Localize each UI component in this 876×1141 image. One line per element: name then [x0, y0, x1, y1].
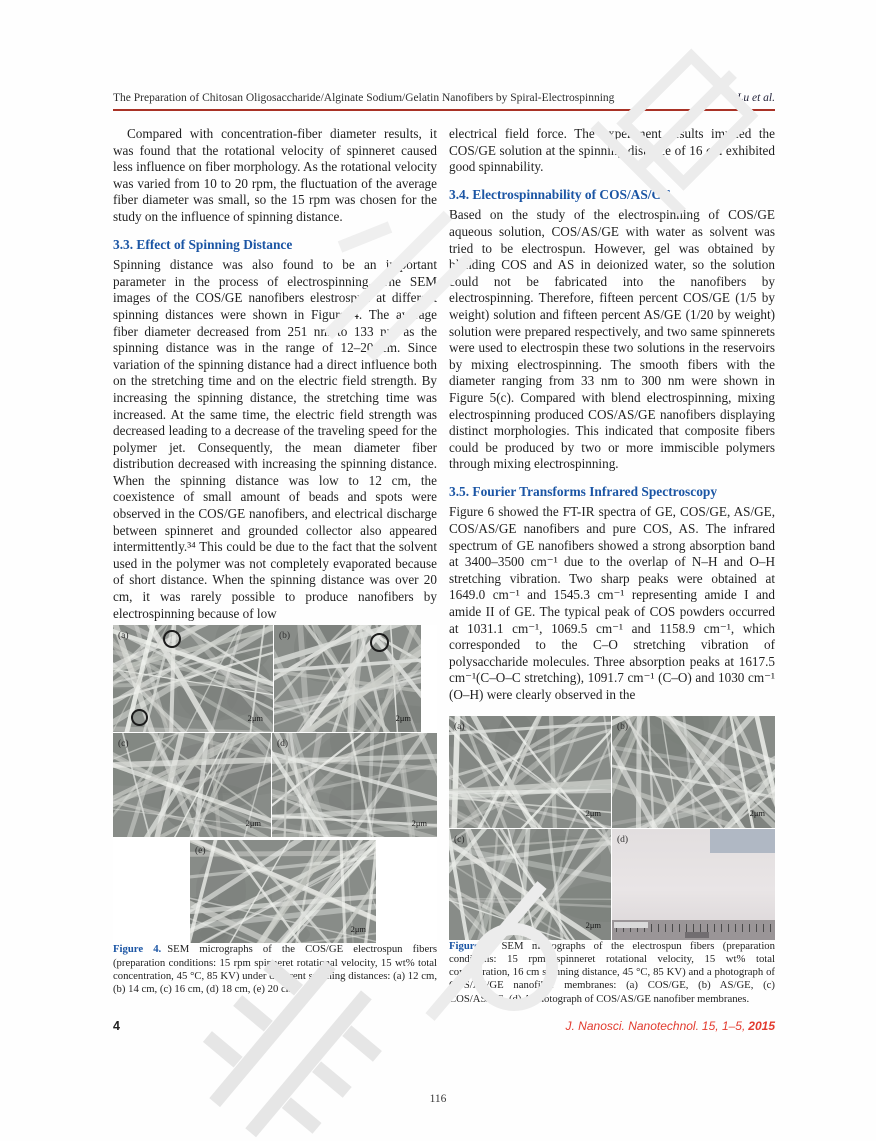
figure-4-panel-b: [274, 625, 421, 732]
scan-page-number: 116: [429, 1093, 447, 1105]
running-authors: Lu et al.: [736, 92, 775, 104]
scale-bar: 2μm: [411, 817, 427, 828]
figure-5-image: [449, 716, 775, 940]
figure-4-panel-e: [190, 840, 376, 943]
scale-bar: 2μm: [245, 817, 261, 828]
figure-5-panel-b: [612, 716, 775, 828]
panel-label: (d): [277, 739, 289, 750]
panel-label: (b): [617, 721, 629, 732]
figure-5-panel-c: [449, 829, 611, 940]
section-3-3-body: Spinning distance was also found to be an important parameter in the process of electrospinning. The SEM images of the COS/GE nanofibers elestrospun at different spinning distances were shown in Figure 4. The average fiber diameter decreased from 251 nm to 133 nm as the spinning distance was in the range of 12–20 cm. Since variation of the spinning distance had a direct influence both on the stretching time and on the electric field strength. By increasing the spinning distance, the stretching time was increased. At the same time, the electric field strength was decreased leading to a decrease of the traveling speed for the polymer jet. Consequently, the mean diameter fiber distribution decreased with increasing the spinning distance. When the spinning distance was low to 12 cm, the coexistence of small amount of beads and spots were observed in the COS/GE nanofibers, and electrical discharge between spinneret and grounded collector also appeared intermittently.³⁴ This could be due to the fact that the solvent used in the polymer was not completely evaporated because of short distance. When the spinning distance was over 20 cm, it was rarely possible to produce nanofibers by electrospinning because of low: [113, 257, 437, 621]
photo-background-edge: [710, 829, 775, 853]
section-3-4-body: Based on the study of the electrospinning of COS/GE aqueous solution, COS/AS/GE with water as solvent was tried to be electrospun. However, gel was obtained by blending COS and AS in deionized water, so the solution could not be fabricated into the nanofibers by electrospinning. Therefore, fifteen percent COS/GE (1/5 by weight) solution and fifteen percent AS/GE (1/20 by weight) solution were prepared respectively, and two same spinnerets were used to electrospin these two solutions in the reservoirs by mixing electrospinning. The smooth fibers with the diameter ranging from 33 nm to 300 nm were shown in Figure 5(c). Compared with blend electrospinning, mixing electrospinning produced COS/AS/GE nanofibers displaying distinct morphologies. This indicated that composite fibers could be produced by two or more immiscible polymers through mixing electrospinning.: [449, 207, 775, 472]
panel-label: (c): [118, 739, 129, 750]
scale-bar: 2μm: [350, 923, 366, 934]
figure-5-caption: [449, 940, 775, 1006]
figure-5-panel-d-photo: [612, 829, 775, 940]
page-footer: [113, 1019, 775, 1033]
journal-reference: [566, 1019, 775, 1033]
running-title: The Preparation of Chitosan Oligosaccharide/Alginate Sodium/Gelatin Nanofibers by Spiral-Electrospinning: [113, 92, 615, 104]
panel-label: (a): [118, 631, 129, 642]
intro-paragraph: Compared with concentration-fiber diameter results, it was found that the rotational velocity of spinneret caused less influence on fiber morphology. As the rotational velocity was varied from 10 to 20 rpm, the fluctuation of the average fiber diameter was small, so the 15 rpm was chosen for the study on the influence of spinning distance.: [113, 126, 437, 224]
scale-bar: 2μm: [395, 712, 411, 723]
figure-4-image: [113, 625, 437, 943]
header-rule: [113, 109, 775, 111]
right-column: [449, 126, 775, 1006]
section-3-4-heading: 3.4. Electrospinnability of COS/AS/GE: [449, 186, 671, 202]
panel-label: (d): [617, 834, 629, 845]
section-3-5-body: Figure 6 showed the FT-IR spectra of GE, COS/GE, AS/GE, COS/AS/GE nanofibers and pure COS, AS. The infrared spectrum of GE nanofibers showed a strong absorption band at 3400–3500 cm⁻¹ due to the overlap of N–H and O–H stretching vibration. Two sharp peaks were obtained at 1649.0 cm⁻¹ and 1545.3 cm⁻¹ representing amide I and amide II of GE. The typical peak of COS powders occurred at 1031.1 cm⁻¹, 1069.5 cm⁻¹ and 1158.9 cm⁻¹, which corresponded to the C–O stretching vibration of polysaccharide molecules. Three absorption peaks at 1617.5 cm⁻¹(C–O–C stretching), 1091.7 cm⁻¹ (C–O) and 1030 cm⁻¹ (O–H) were clearly observed in the: [449, 504, 775, 702]
figure-4-caption: [113, 943, 437, 996]
figure-4-caption-text: SEM micrographs of the COS/GE electrospun fibers (preparation conditions: 15 rpm spinneret rotational velocity, 15 wt% total concentration, 45 °C, 85 KV) under different spinning distances: (a) 12 cm, (b) 14 cm, (c) 16 cm, (d) 18 cm, (e) 20 cm.: [113, 943, 437, 996]
running-header: [113, 92, 775, 104]
figure-5-panel-a: [449, 716, 611, 828]
panel-label: (c): [454, 834, 465, 845]
continued-paragraph: electrical field force. The experiment results implied the COS/GE solution at the spinning distance of 16 cm exhibited good spinnability.: [449, 126, 775, 175]
section-3-5-heading: 3.5. Fourier Transforms Infrared Spectroscopy: [449, 483, 718, 499]
left-column: [113, 126, 437, 996]
photo-ruler-mark: [685, 932, 709, 938]
panel-label: (b): [279, 631, 291, 642]
journal-name: J. Nanosci. Nanotechnol.: [565, 1019, 699, 1033]
page-number: 4: [113, 1019, 120, 1033]
scale-bar: 2μm: [749, 808, 765, 818]
journal-volume-pages: 15, 1–5,: [701, 1019, 746, 1033]
figure-4-panel-c: [113, 733, 271, 837]
figure-5: [449, 716, 775, 1006]
figure-4: [113, 625, 437, 996]
panel-label: (e): [195, 846, 206, 857]
figure-5-label: Figure 5.: [449, 939, 496, 952]
figure-4-label: Figure 4.: [113, 943, 162, 956]
figure-4-panel-d: [272, 733, 437, 837]
panel-label: (a): [454, 721, 465, 732]
section-3-3-heading: 3.3. Effect of Spinning Distance: [113, 236, 293, 252]
scale-bar: 2μm: [585, 808, 601, 818]
figure-5-caption-text: SEM micrographs of the electrospun fibers (preparation conditions: 15 rpm spinneret rotational velocity, 15 wt% total concentration, 16 cm spinning distance, 45 °C, 85 KV) and a photograph of COS/AS/GE nanofiber membranes: (a) COS/GE, (b) AS/GE, (c) COS/AS/GE, (d) A photograph of COS/AS/GE nanofiber membranes.: [449, 939, 775, 1005]
figure-4-panel-a: [113, 625, 273, 732]
scale-bar: 2μm: [585, 920, 601, 930]
scale-bar: 2μm: [247, 712, 263, 723]
journal-year: 2015: [748, 1019, 775, 1033]
